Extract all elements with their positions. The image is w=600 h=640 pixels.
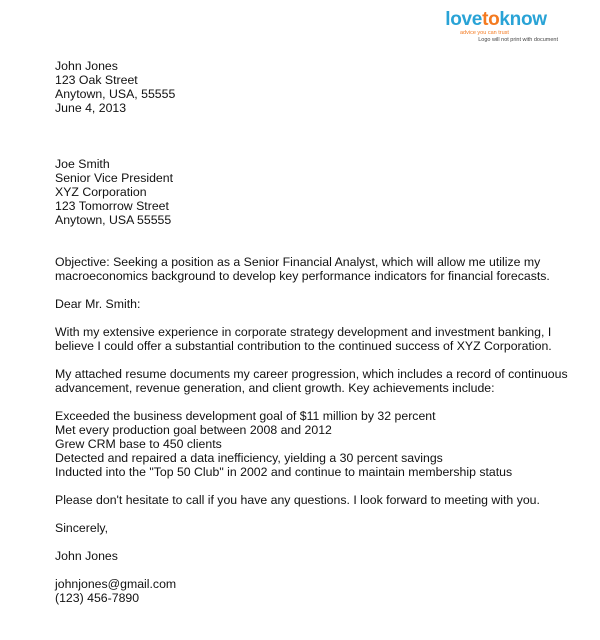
achievement-item: Detected and repaired a data inefficiency, yielding a 30 percent savings <box>55 451 443 465</box>
recipient-street: 123 Tomorrow Street <box>55 199 169 213</box>
recipient-company: XYZ Corporation <box>55 185 147 199</box>
experience-paragraph: With my extensive experience in corporate strategy development and investment banking, I believe I could offer a substantial contribution to the continued success of XYZ Corporation. <box>55 325 552 353</box>
logo-wordmark: lovetoknow <box>445 9 547 30</box>
contact-phone: (123) 456-7890 <box>55 591 140 605</box>
recipient-city: Anytown, USA 55555 <box>55 213 172 227</box>
achievement-item: Grew CRM base to 450 clients <box>55 437 222 451</box>
letter-body <box>55 59 575 605</box>
sender-street: 123 Oak Street <box>55 73 138 87</box>
lovetoknow-logo <box>440 9 558 44</box>
recipient-title: Senior Vice President <box>55 171 174 185</box>
logo-tagline: advice you can trust <box>460 30 509 36</box>
salutation: Dear Mr. Smith: <box>55 297 141 311</box>
objective-paragraph: Objective: Seeking a position as a Senior Financial Analyst, which will allow me utilize my macroeconomics background to develop key performance indicators for financial forecasts. <box>55 255 550 283</box>
recipient-address <box>55 157 575 227</box>
signoff: Sincerely, <box>55 521 109 535</box>
contact-info <box>55 577 575 605</box>
contact-email: johnjones@gmail.com <box>55 577 177 591</box>
sender-name: John Jones <box>55 59 118 73</box>
letter-date: June 4, 2013 <box>55 101 127 115</box>
achievements-list <box>55 409 575 479</box>
achievement-item: Met every production goal between 2008 and 2012 <box>55 423 332 437</box>
signature-name: John Jones <box>55 549 118 563</box>
achievement-item: Inducted into the "Top 50 Club" in 2002 and continue to maintain membership status <box>55 465 513 479</box>
recipient-name: Joe Smith <box>55 157 110 171</box>
sender-city: Anytown, USA, 55555 <box>55 87 176 101</box>
closing-paragraph: Please don't hesitate to call if you have any questions. I look forward to meeting with you. <box>55 493 540 507</box>
sender-address <box>55 59 575 115</box>
logo-print-note: Logo will not print with document <box>478 37 558 43</box>
achievement-item: Exceeded the business development goal of $11 million by 32 percent <box>55 409 436 423</box>
resume-paragraph: My attached resume documents my career progression, which includes a record of continuous advancement, revenue generation, and client growth. Key achievements include: <box>55 367 568 395</box>
